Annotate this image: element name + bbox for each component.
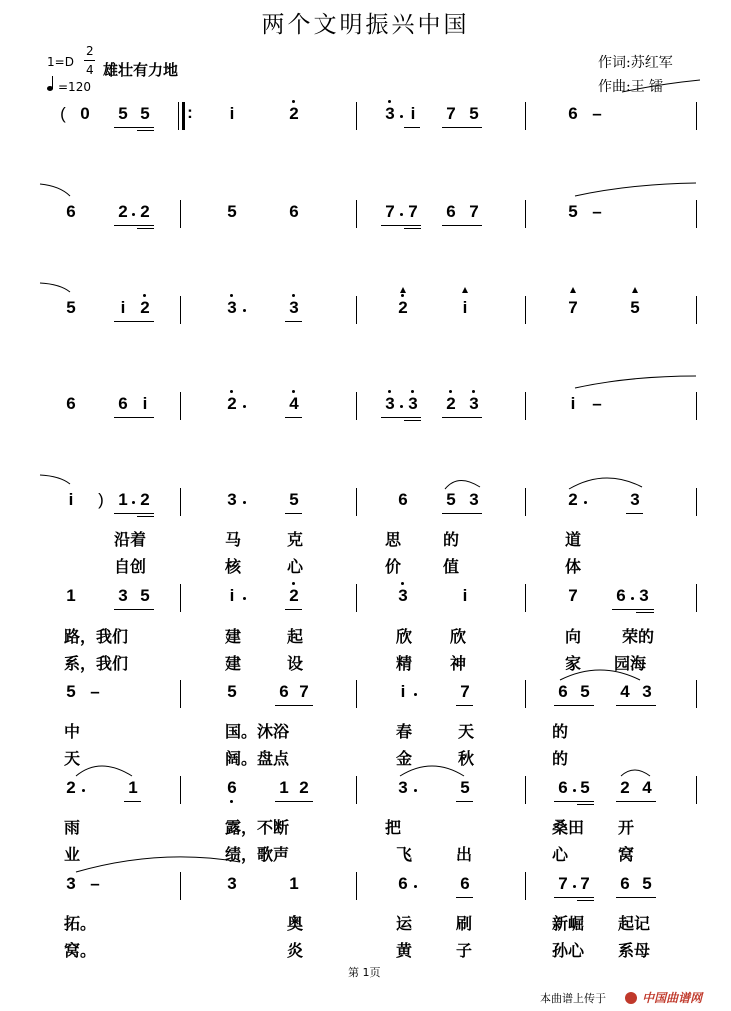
lyric: 绩，歌声 xyxy=(225,845,290,864)
note: 5 xyxy=(642,874,652,893)
note: 3 xyxy=(398,586,408,605)
note: 4 xyxy=(620,682,630,701)
note: 3 xyxy=(227,298,237,317)
note: 3 xyxy=(639,586,649,605)
lyric: 开 xyxy=(618,818,635,837)
note: 7 xyxy=(446,104,456,123)
lyric: 系母 xyxy=(618,941,651,960)
lyric: 思 xyxy=(385,530,402,549)
lyric: 秋 xyxy=(458,749,475,768)
note: 3 xyxy=(385,394,395,413)
dash: – xyxy=(90,874,100,893)
note: 1 xyxy=(66,586,76,605)
note: 4 xyxy=(642,778,652,797)
lyric: 建 xyxy=(225,627,242,646)
note: 3 xyxy=(408,394,418,413)
lyric: 飞 xyxy=(396,845,413,864)
note: 5 xyxy=(140,104,150,123)
note: 7 xyxy=(558,874,568,893)
note: 5 xyxy=(460,778,470,797)
lyric: 马 xyxy=(225,530,242,549)
lyric: 奥 xyxy=(287,914,304,933)
lyric: 值 xyxy=(443,557,460,576)
note: i xyxy=(410,104,416,123)
close-paren: ) xyxy=(98,490,104,509)
note: 6 xyxy=(460,874,470,893)
note: 5 xyxy=(118,104,128,123)
note: 7 xyxy=(460,682,470,701)
accent-note: i xyxy=(462,298,468,317)
lyric: 国。沐浴 xyxy=(225,722,290,741)
note: 1 xyxy=(279,778,289,797)
note: 6 xyxy=(446,202,456,221)
lyric: 雨 xyxy=(64,818,81,837)
composer-credit: 作曲:王 镭 xyxy=(598,79,664,95)
note: 5 xyxy=(289,490,299,509)
note: 7 xyxy=(385,202,395,221)
lyric: 起 xyxy=(287,627,304,646)
lyric: 体 xyxy=(565,557,582,576)
note: 2 xyxy=(289,104,299,123)
lyric: 拓。 xyxy=(64,914,97,933)
note: 6 xyxy=(616,586,626,605)
note: 5 xyxy=(580,682,590,701)
lyric: 向 xyxy=(565,627,582,646)
note: 5 xyxy=(469,104,479,123)
lyric: 荣的 xyxy=(622,627,655,646)
note: 6 xyxy=(118,394,128,413)
note: 7 xyxy=(568,586,578,605)
note: 3 xyxy=(289,298,299,317)
song-title: 两个文明振兴中国 xyxy=(261,12,470,38)
dash: – xyxy=(592,202,602,221)
note: 5 xyxy=(227,682,237,701)
note: 3 xyxy=(398,778,408,797)
lyric: 业 xyxy=(64,845,81,864)
lyric: 阔。盘点 xyxy=(225,749,290,768)
note: 6 xyxy=(289,202,299,221)
note: 5 xyxy=(580,778,590,797)
lyric: 欣 xyxy=(450,627,467,646)
note: 3 xyxy=(385,104,395,123)
note: 2 xyxy=(289,586,299,605)
lyric: 春 xyxy=(396,722,413,741)
lyric: 园海 xyxy=(614,654,647,673)
lyric: 克 xyxy=(287,530,304,549)
lyric: 新崛 xyxy=(552,914,585,933)
open-paren: ( xyxy=(60,104,66,123)
note: 3 xyxy=(118,586,128,605)
note: 3 xyxy=(630,490,640,509)
lyric: 的 xyxy=(443,530,460,549)
note: 2 xyxy=(446,394,456,413)
note: 6 xyxy=(568,104,578,123)
note: 6 xyxy=(558,682,568,701)
lyric: 窝 xyxy=(618,845,635,864)
note: 3 xyxy=(469,394,479,413)
dash: – xyxy=(592,104,602,123)
note: i xyxy=(462,586,468,605)
site-logo-text: 中国曲谱网 xyxy=(642,991,703,1005)
note: 3 xyxy=(642,682,652,701)
lyric: 子 xyxy=(456,941,473,960)
note: 6 xyxy=(398,490,408,509)
note: 1 xyxy=(289,874,299,893)
note: 7 xyxy=(299,682,309,701)
lyric: 沿着 xyxy=(114,530,147,549)
lyric: 天 xyxy=(64,749,81,768)
note: 2 xyxy=(140,490,150,509)
note: 2 xyxy=(66,778,76,797)
lyric: 金 xyxy=(396,749,413,768)
lyric: 的 xyxy=(552,722,569,741)
note: i xyxy=(68,490,74,509)
note: i xyxy=(142,394,148,413)
lyric: 建 xyxy=(225,654,242,673)
logo-mark-icon xyxy=(625,992,637,1004)
note: i xyxy=(570,394,576,413)
note: 5 xyxy=(66,682,76,701)
lyric: 把 xyxy=(385,818,402,837)
lyric: 神 xyxy=(450,654,467,673)
lyric: 的 xyxy=(552,749,569,768)
note: 7 xyxy=(469,202,479,221)
lyric: 价 xyxy=(385,557,402,576)
note: 6 xyxy=(66,394,76,413)
page-number: 第 1页 xyxy=(348,966,381,979)
lyric: 出 xyxy=(456,845,473,864)
note: 2 xyxy=(299,778,309,797)
note: 4 xyxy=(289,394,299,413)
upload-note: 本曲谱上传于 xyxy=(540,992,606,1005)
lyric: 起记 xyxy=(618,914,651,933)
lyric: 桑田 xyxy=(552,818,585,837)
note: 2 xyxy=(118,202,128,221)
note: i xyxy=(229,104,235,123)
repeat-dots: : xyxy=(187,103,193,122)
lyric: 炎 xyxy=(287,941,304,960)
accent-note: 5 xyxy=(630,298,640,317)
note: 6 xyxy=(227,778,237,797)
lyric: 核 xyxy=(225,557,242,576)
note: 1 xyxy=(118,490,128,509)
lyric: 窝。 xyxy=(64,941,97,960)
note: 7 xyxy=(408,202,418,221)
note: 5 xyxy=(568,202,578,221)
lyric: 中 xyxy=(64,722,81,741)
note: 5 xyxy=(66,298,76,317)
note: 2 xyxy=(140,298,150,317)
note: 6 xyxy=(620,874,630,893)
time-signature-top: 2 xyxy=(86,44,94,58)
lyric: 道 xyxy=(565,530,582,549)
lyric: 路，我们 xyxy=(64,627,129,646)
lyric: 心 xyxy=(552,845,569,864)
note: 5 xyxy=(227,202,237,221)
note: 3 xyxy=(227,874,237,893)
note: 2 xyxy=(227,394,237,413)
note: 6 xyxy=(279,682,289,701)
note: 3 xyxy=(469,490,479,509)
note: 2 xyxy=(568,490,578,509)
time-signature-bottom: 4 xyxy=(86,63,94,77)
tempo-value: =120 xyxy=(58,80,91,94)
lyric: 运 xyxy=(396,914,413,933)
note: 7 xyxy=(580,874,590,893)
note: 6 xyxy=(66,202,76,221)
note: 5 xyxy=(446,490,456,509)
lyric: 家 xyxy=(565,654,582,673)
lyric: 自创 xyxy=(114,557,147,576)
note: 5 xyxy=(140,586,150,605)
note: 3 xyxy=(66,874,76,893)
lyric: 孙心 xyxy=(552,941,585,960)
lyric: 设 xyxy=(287,654,304,673)
note: i xyxy=(120,298,126,317)
lyric: 精 xyxy=(396,654,413,673)
note: 3 xyxy=(227,490,237,509)
note: 6 xyxy=(558,778,568,797)
dash: – xyxy=(592,394,602,413)
note: 1 xyxy=(128,778,138,797)
expression-mark: 雄壮有力地 xyxy=(103,61,179,79)
note: i xyxy=(400,682,406,701)
note: 2 xyxy=(620,778,630,797)
lyric: 天 xyxy=(458,722,475,741)
note: i xyxy=(229,586,235,605)
lyric: 黄 xyxy=(396,941,413,960)
lyric: 心 xyxy=(287,557,304,576)
lyric: 刷 xyxy=(456,914,473,933)
lyric: 欣 xyxy=(396,627,413,646)
note: 2 xyxy=(140,202,150,221)
lyric: 露，不断 xyxy=(225,818,290,837)
lyricist-credit: 作词:苏红军 xyxy=(598,55,673,71)
accent-note: 7 xyxy=(568,298,578,317)
note: 6 xyxy=(398,874,408,893)
note: 0 xyxy=(80,104,90,123)
dash: – xyxy=(90,682,100,701)
lyric: 系，我们 xyxy=(64,654,129,673)
key-signature: 1=D xyxy=(47,55,74,69)
site-logo xyxy=(625,987,702,1006)
accent-note: 2 xyxy=(398,298,408,317)
